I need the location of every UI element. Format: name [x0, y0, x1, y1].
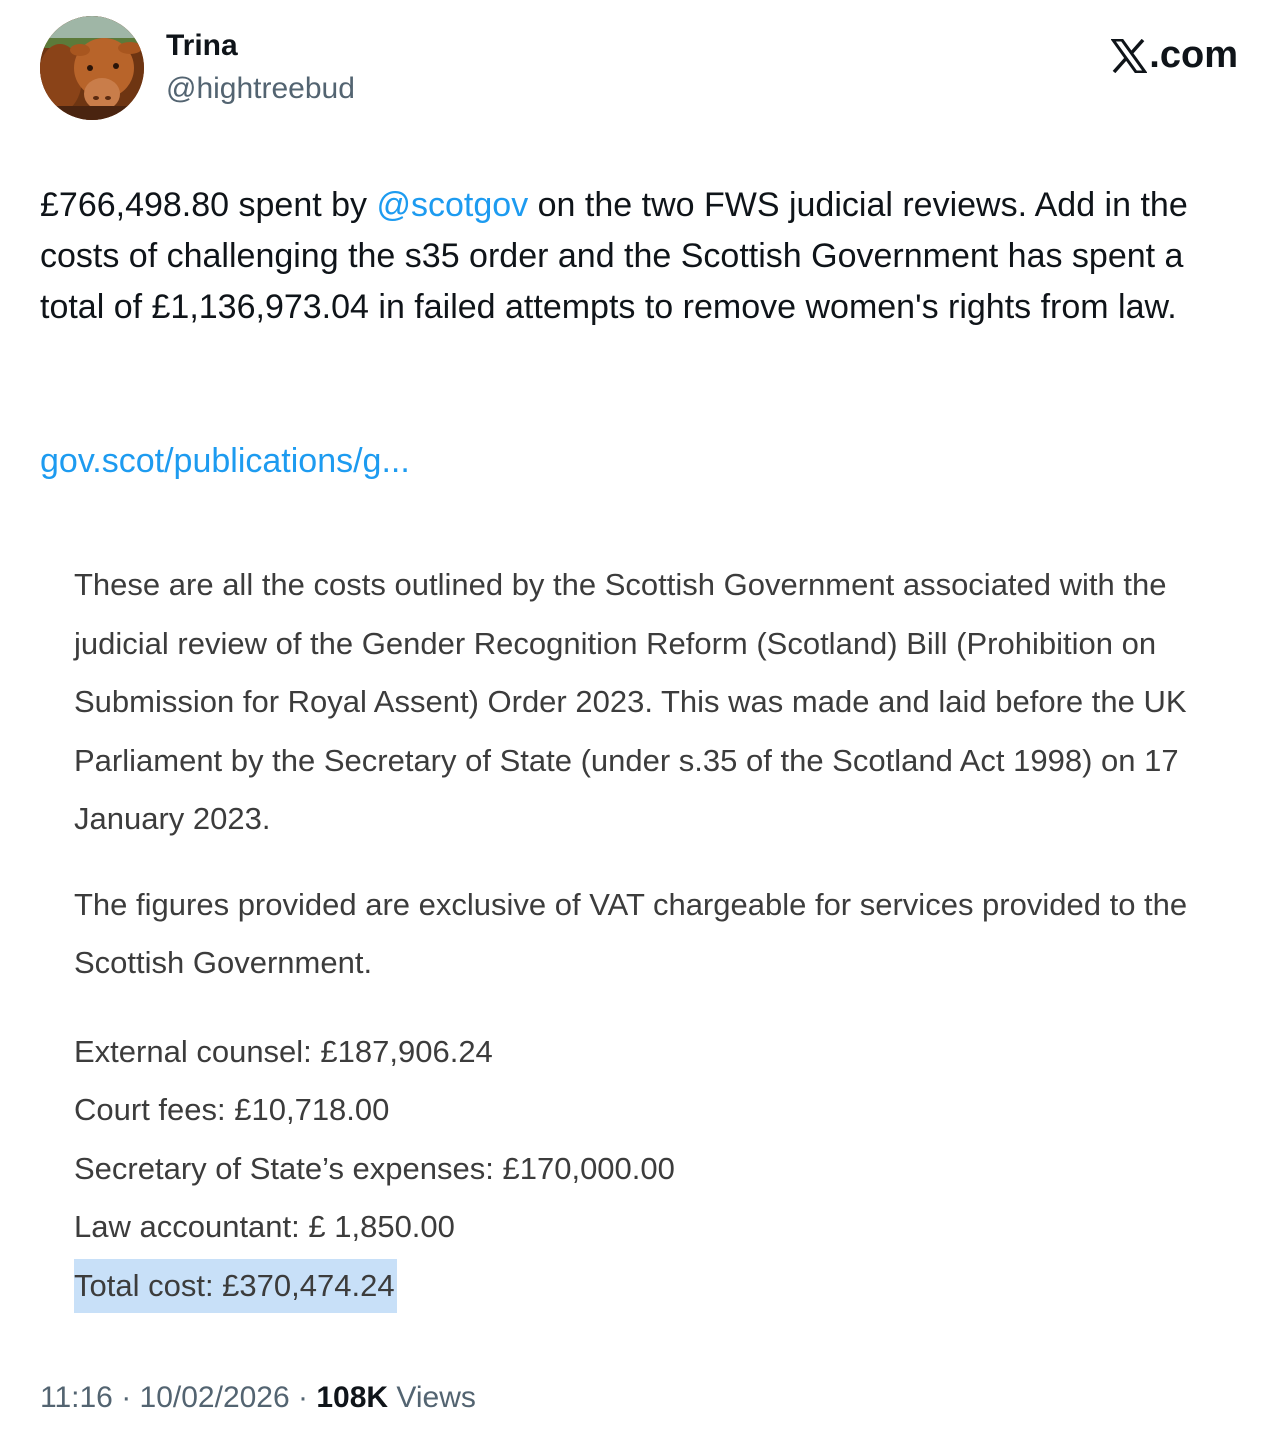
tweet-link-line	[40, 436, 410, 487]
tweet-time[interactable]: 11:16	[40, 1381, 113, 1414]
tweet-url-link[interactable]: gov.scot/publications/g...	[40, 442, 410, 480]
total-cost-line	[74, 1257, 1254, 1316]
document-paragraph-1: These are all the costs outlined by the Scottish Government associated with the judicial review of the Gender Recognition Reform (Scotland) Bill (Prohibition on Submission for Royal Assent) Order 2023. This was made and laid before the UK Parliament by the Secretary of State (under s.35 of the Scotland Act 1998) on 17 January 2023.	[74, 567, 1187, 836]
cost-item-law-accountant: Law accountant: £ 1,850.00	[74, 1209, 455, 1244]
cost-item-court-fees: Court fees: £10,718.00	[74, 1092, 390, 1127]
tweet-footer	[40, 1378, 476, 1418]
tweet-text-part1: £766,498.80 spent by	[40, 186, 377, 224]
cost-item-external-counsel: External counsel: £187,906.24	[74, 1033, 493, 1069]
document-paragraph-2: The figures provided are exclusive of VAT chargeable for services provided to the Scottish Government.	[74, 886, 1188, 980]
footer-separator: ·	[112, 1381, 140, 1414]
x-brand	[1111, 32, 1238, 78]
footer-separator: ·	[289, 1381, 317, 1414]
views-label: Views	[388, 1381, 476, 1414]
total-cost-highlight: Total cost: £370,474.24	[74, 1259, 397, 1313]
author-name[interactable]: Trina	[166, 29, 238, 62]
cow-avatar-icon[interactable]	[40, 16, 144, 120]
tweet-header	[40, 16, 1248, 120]
tweet-text	[40, 180, 1250, 333]
views-count[interactable]: 108K	[316, 1381, 389, 1414]
cost-item-secretary-expenses: Secretary of State’s expenses: £170,000.00	[74, 1150, 675, 1186]
cost-list	[74, 1023, 1254, 1316]
attached-image[interactable]	[74, 556, 1254, 1315]
mention-link[interactable]: @scotgov	[376, 186, 529, 224]
x-logo-icon	[1111, 38, 1147, 72]
x-brand-text: .com	[1149, 34, 1238, 76]
author-handle[interactable]: @hightreebud	[166, 72, 355, 105]
tweet-text-part2: on the two FWS judicial reviews. Add in the costs of challenging the s35 order and the Scottish Government has spent a total of £1,136,973.04 in failed attempts to remove women's rights from law.	[40, 186, 1188, 326]
tweet-date[interactable]: 10/02/2026	[139, 1381, 290, 1414]
